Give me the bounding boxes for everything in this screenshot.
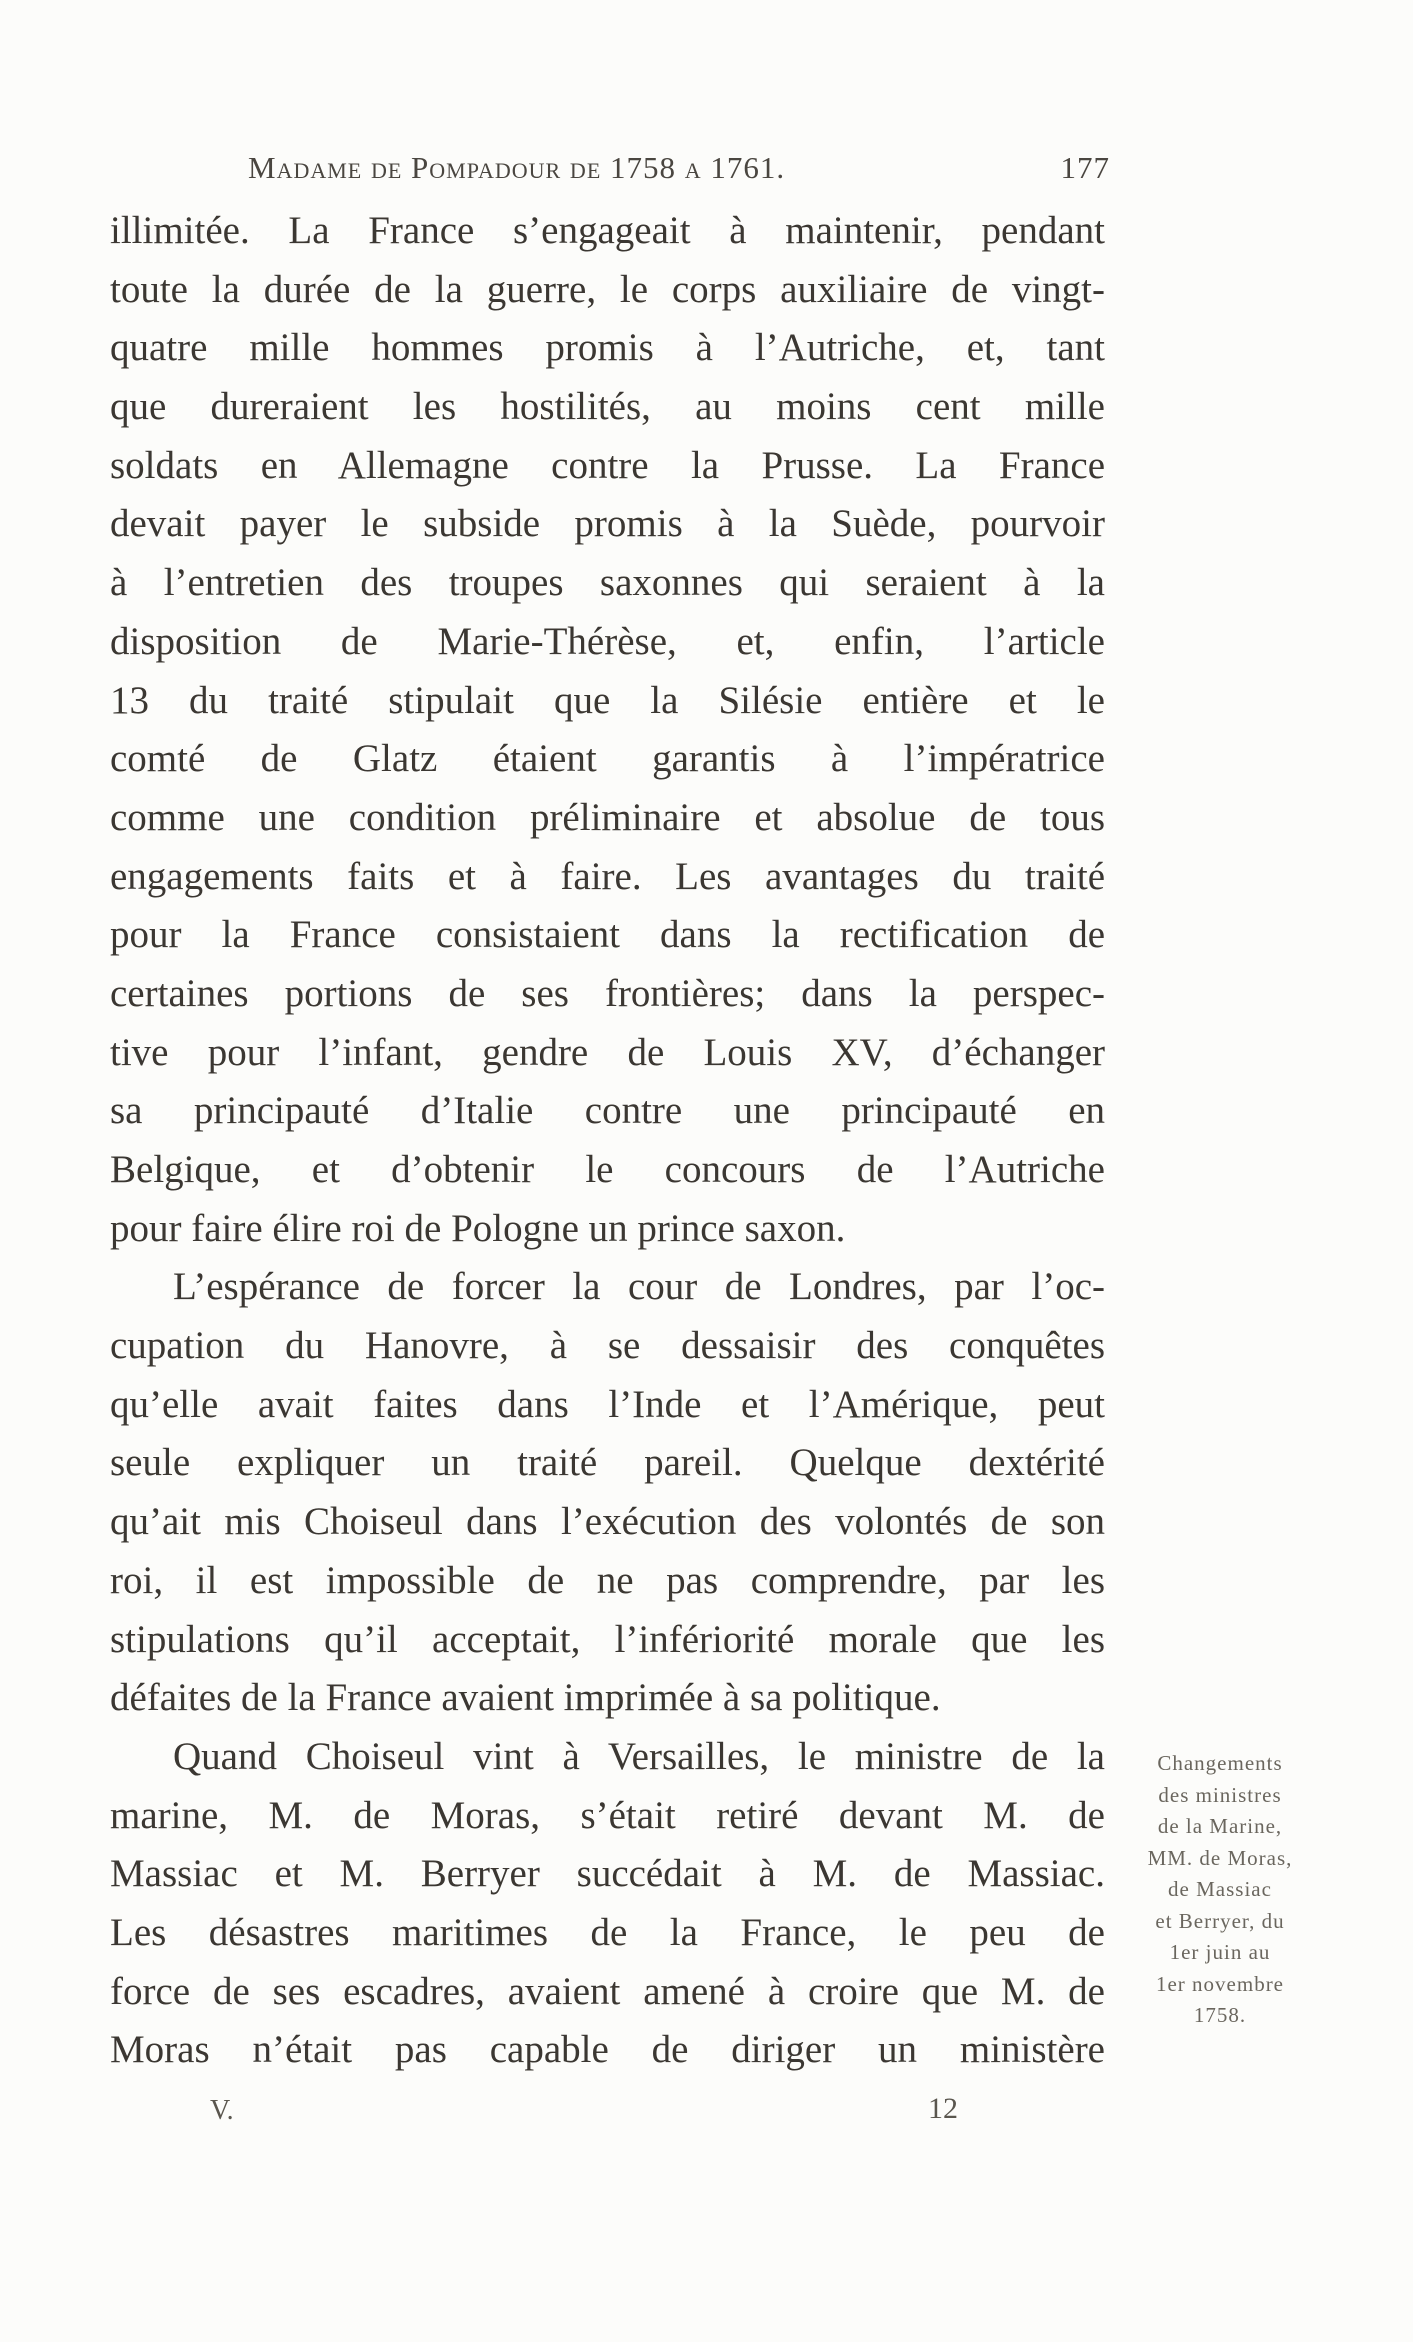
margin-note-line: 1er novembre [1155, 1971, 1285, 1996]
text-line [110, 906, 1105, 965]
line-text: qu’elle avait faites dans l’Inde et l’Amérique, peut [110, 1382, 1105, 1426]
line-text: toute la durée de la guerre, le corps auxiliaire de vingt- [110, 267, 1105, 311]
line-text: Quand Choiseul vint à Versailles, le ministre de la [173, 1734, 1105, 1778]
page-number: 177 [1060, 150, 1110, 185]
text-line [110, 730, 1105, 789]
line-text: certaines portions de ses frontières; dans la perspec- [110, 971, 1105, 1015]
text-line [110, 1376, 1105, 1435]
margin-note-line: Changements [1157, 1751, 1283, 1775]
line-text: force de ses escadres, avaient amené à croire que M. de [110, 1969, 1105, 2013]
line-text: devait payer le subside promis à la Suède, pourvoir [110, 502, 1105, 546]
body-text [110, 202, 1105, 2080]
margin-note-line: MM. de Moras, [1147, 1845, 1293, 1870]
line-text: cupation du Hanovre, à se dessaisir des conquêtes [110, 1324, 1105, 1368]
line-text: à l’entretien des troupes saxonnes qui seraient à la [110, 561, 1105, 605]
line-text: Belgique, et d’obtenir le concours de l’Autriche [110, 1148, 1105, 1191]
line-text: disposition de Marie-Thérèse, et, enfin, l’article [110, 619, 1105, 663]
text-line [110, 554, 1105, 613]
line-text: Moras n’était pas capable de diriger un ministère [110, 2028, 1105, 2072]
line-text: quatre mille hommes promis à l’Autriche, et, tant [110, 326, 1105, 370]
text-line [110, 261, 1105, 320]
running-title: Madame de Pompadour de 1758 a 1761. [248, 150, 786, 185]
text-line [110, 378, 1105, 437]
text-line [110, 1141, 1105, 1200]
text-line [110, 2021, 1105, 2080]
text-line [110, 613, 1105, 672]
text-line [110, 1493, 1105, 1552]
line-text: comté de Glatz étaient garantis à l’impératrice [110, 737, 1105, 781]
text-line [110, 1552, 1105, 1611]
text-line [110, 1845, 1105, 1904]
line-text: pour la France consistaient dans la rectification de [110, 913, 1105, 957]
line-text: Les désastres maritimes de la France, le peu de [110, 1910, 1105, 1954]
text-line [110, 319, 1105, 378]
margin-note-line: 1er juin au [1169, 1940, 1271, 1964]
line-text: illimitée. La France s’engageait à maintenir, pendant [110, 209, 1105, 252]
text-line [110, 789, 1105, 848]
text-line [110, 1434, 1105, 1493]
margin-note-line: de la Marine, [1157, 1814, 1283, 1838]
text-line [110, 1200, 1105, 1259]
text-line [110, 495, 1105, 554]
signature-mark: V. [210, 2095, 234, 2126]
line-text: soldats en Allemagne contre la Prusse. La France [110, 443, 1105, 487]
text-line [110, 1258, 1105, 1317]
line-text: tive pour l’infant, gendre de Louis XV, d’échanger [110, 1030, 1105, 1074]
line-text: que dureraient les hostilités, au moins cent mille [110, 385, 1105, 429]
margin-note-line: de Massiac [1168, 1877, 1272, 1901]
line-text: pour faire élire roi de Pologne un prince saxon. [110, 1206, 846, 1250]
line-text: défaites de la France avaient imprimée à sa politique. [110, 1676, 941, 1720]
text-line [110, 1669, 1105, 1728]
text-line [110, 965, 1105, 1024]
text-line [110, 1082, 1105, 1141]
line-text: marine, M. de Moras, s’était retiré devant M. de [110, 1793, 1105, 1837]
margin-note [1120, 1748, 1320, 2032]
text-line [110, 202, 1105, 261]
line-text: engagements faits et à faire. Les avantages du traité [110, 854, 1105, 898]
text-line [110, 437, 1105, 496]
line-text: roi, il est impossible de ne pas comprendre, par les [110, 1558, 1105, 1602]
line-text: 13 du traité stipulait que la Silésie entière et le [110, 678, 1105, 722]
line-text: seule expliquer un traité pareil. Quelque dextérité [110, 1441, 1105, 1485]
line-text: Massiac et M. Berryer succédait à M. de Massiac. [110, 1852, 1105, 1896]
text-line [110, 1787, 1105, 1846]
text-line [110, 672, 1105, 731]
line-text: qu’ait mis Choiseul dans l’exécution des volontés de son [110, 1500, 1105, 1544]
text-line [110, 1728, 1105, 1787]
text-line [110, 1317, 1105, 1376]
margin-note-line: et Berryer, du [1155, 1908, 1285, 1933]
text-line [110, 1904, 1105, 1963]
margin-note-line: 1758. [1193, 2003, 1247, 2027]
text-line [110, 848, 1105, 907]
margin-note-line: des ministres [1158, 1782, 1282, 1807]
line-text: stipulations qu’il acceptait, l’infériorité morale que les [110, 1617, 1105, 1661]
line-text: L’espérance de forcer la cour de Londres, par l’oc- [173, 1265, 1105, 1309]
text-line [110, 1024, 1105, 1083]
line-text: sa principauté d’Italie contre une principauté en [110, 1089, 1105, 1133]
running-header [248, 150, 1110, 190]
text-line [110, 1611, 1105, 1670]
text-line [110, 1963, 1105, 2022]
signature-number: 12 [928, 2092, 958, 2125]
line-text: comme une condition préliminaire et absolue de tous [110, 795, 1105, 839]
